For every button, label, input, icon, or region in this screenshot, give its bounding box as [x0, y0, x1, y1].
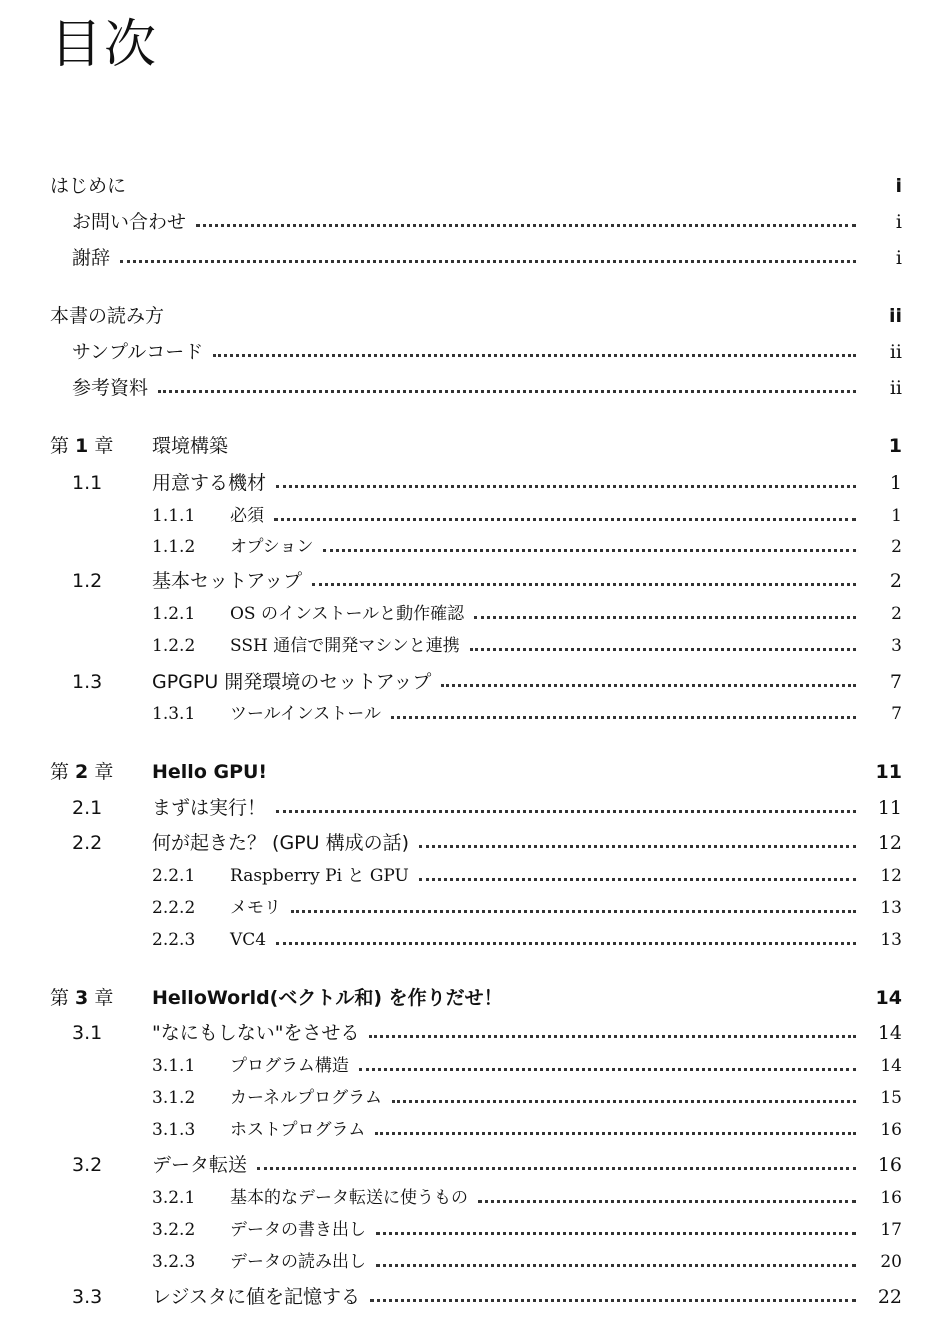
section-entry-title: 何が起きた？ (GPU 構成の話) [152, 832, 409, 854]
front-sub-entry-leader-dots [158, 390, 856, 393]
section-entry-title: 基本セットアップ [152, 570, 303, 592]
section-entry-number: 3.3 [72, 1286, 103, 1308]
section-entry-page: 11 [877, 797, 902, 819]
subsection-entry-page: 14 [880, 1056, 902, 1076]
chapter-entry[interactable] [0, 431, 946, 461]
section-entry-leader-dots [276, 810, 856, 813]
section-entry-leader-dots [441, 684, 856, 687]
front-entry-title: 本書の読み方 [50, 305, 165, 327]
subsection-entry[interactable] [0, 699, 946, 729]
section-entry-leader-dots [276, 485, 856, 488]
subsection-entry-page: 17 [880, 1220, 902, 1240]
section-entry-page: 2 [889, 570, 902, 592]
front-sub-entry-leader-dots [213, 354, 856, 357]
chapter-page: 14 [875, 987, 902, 1009]
chapter-number-digit: 1 [75, 435, 89, 457]
front-sub-entry-title: サンプルコード [72, 341, 204, 363]
subsection-entry-title: 必須 [230, 506, 264, 526]
subsection-entry-title: 基本的なデータ転送に使うもの [230, 1188, 468, 1208]
front-sub-entry-page: i [895, 247, 902, 269]
chapter-number: 第 1 章 [50, 435, 114, 457]
section-entry-leader-dots [369, 1035, 856, 1038]
section-entry-page: 12 [877, 832, 902, 854]
subsection-entry[interactable] [0, 1083, 946, 1113]
subsection-entry-number: 1.2.2 [152, 636, 196, 656]
chapter-number-digit: 2 [75, 761, 89, 783]
front-entry[interactable] [0, 301, 946, 331]
subsection-entry-page: 1 [891, 506, 902, 526]
subsection-entry[interactable] [0, 1115, 946, 1145]
toc-title: 目次 [50, 15, 159, 75]
front-entry-page: i [895, 175, 902, 197]
subsection-entry-title: データの読み出し [230, 1252, 366, 1272]
subsection-entry[interactable] [0, 861, 946, 891]
subsection-entry-number: 1.1.2 [152, 537, 196, 557]
section-entry[interactable] [0, 793, 946, 823]
section-entry-title: "なにもしない"をさせる [152, 1022, 360, 1044]
chapter-entry[interactable] [0, 757, 946, 787]
subsection-entry-page: 13 [880, 898, 902, 918]
subsection-entry-leader-dots [375, 1132, 856, 1135]
subsection-entry-title: OS のインストールと動作確認 [230, 604, 465, 624]
subsection-entry-number: 3.2.3 [152, 1252, 196, 1272]
chapter-number: 第 2 章 [50, 761, 114, 783]
subsection-entry-number: 1.1.1 [152, 506, 196, 526]
chapter-number-digit: 3 [75, 987, 89, 1009]
chapter-page: 1 [888, 435, 902, 457]
section-entry-title: GPGPU 開発環境のセットアップ [152, 671, 432, 693]
section-entry-title: データ転送 [152, 1154, 248, 1176]
front-sub-entry[interactable] [0, 337, 946, 367]
subsection-entry-number: 1.3.1 [152, 704, 196, 724]
subsection-entry-page: 12 [880, 866, 902, 886]
subsection-entry[interactable] [0, 1183, 946, 1213]
section-entry-title: まずは実行！ [152, 797, 267, 819]
chapter-entry[interactable] [0, 983, 946, 1013]
section-entry[interactable] [0, 1282, 946, 1312]
subsection-entry-number: 3.1.2 [152, 1088, 196, 1108]
chapter-page: 11 [875, 761, 902, 783]
front-sub-entry[interactable] [0, 243, 946, 273]
section-entry-page: 16 [877, 1154, 902, 1176]
section-entry-number: 1.2 [72, 570, 103, 592]
subsection-entry-title: データの書き出し [230, 1220, 366, 1240]
section-entry[interactable] [0, 1018, 946, 1048]
chapter-title: Hello GPU! [152, 761, 268, 783]
section-entry[interactable] [0, 566, 946, 596]
subsection-entry-page: 7 [891, 704, 902, 724]
section-entry-page: 1 [889, 472, 902, 494]
section-entry-title: 用意する機材 [152, 472, 267, 494]
subsection-entry[interactable] [0, 893, 946, 923]
front-sub-entry[interactable] [0, 373, 946, 403]
section-entry[interactable] [0, 468, 946, 498]
subsection-entry-number: 3.1.1 [152, 1056, 196, 1076]
subsection-entry-leader-dots [478, 1200, 856, 1203]
front-sub-entry-title: 参考資料 [72, 377, 149, 399]
subsection-entry-title: ツールインストール [230, 704, 381, 724]
section-entry-leader-dots [312, 583, 856, 586]
section-entry-page: 22 [877, 1286, 902, 1308]
section-entry-page: 14 [877, 1022, 902, 1044]
subsection-entry-number: 2.2.1 [152, 866, 196, 886]
subsection-entry-page: 16 [880, 1188, 902, 1208]
section-entry-number: 2.1 [72, 797, 103, 819]
section-entry[interactable] [0, 1150, 946, 1180]
front-sub-entry-page: ii [889, 341, 902, 363]
subsection-entry-leader-dots [470, 648, 856, 651]
subsection-entry[interactable] [0, 599, 946, 629]
subsection-entry-page: 20 [880, 1252, 902, 1272]
subsection-entry[interactable] [0, 925, 946, 955]
front-sub-entry-title: 謝辞 [72, 247, 111, 269]
subsection-entry-page: 3 [891, 636, 902, 656]
subsection-entry-leader-dots [359, 1068, 856, 1071]
subsection-entry-leader-dots [392, 1100, 856, 1103]
section-entry-number: 1.3 [72, 671, 103, 693]
front-sub-entry-page: ii [889, 377, 902, 399]
subsection-entry-title: オプション [230, 537, 314, 557]
front-sub-entry-title: お問い合わせ [72, 211, 187, 233]
subsection-entry-number: 3.1.3 [152, 1120, 196, 1140]
subsection-entry-title: VC4 [230, 930, 267, 950]
section-entry-number: 2.2 [72, 832, 103, 854]
section-entry-number: 3.2 [72, 1154, 103, 1176]
subsection-entry-leader-dots [291, 910, 856, 913]
subsection-entry-leader-dots [323, 549, 856, 552]
subsection-entry-page: 2 [891, 604, 902, 624]
front-sub-entry[interactable] [0, 207, 946, 237]
subsection-entry-leader-dots [376, 1264, 856, 1267]
front-sub-entry-leader-dots [120, 260, 856, 263]
subsection-entry-leader-dots [419, 878, 856, 881]
front-sub-entry-leader-dots [196, 224, 856, 227]
section-entry[interactable] [0, 828, 946, 858]
subsection-entry-number: 2.2.3 [152, 930, 196, 950]
subsection-entry-number: 3.2.1 [152, 1188, 196, 1208]
subsection-entry-leader-dots [276, 942, 856, 945]
subsection-entry-page: 16 [880, 1120, 902, 1140]
section-entry-number: 1.1 [72, 472, 103, 494]
front-entry[interactable] [0, 171, 946, 201]
section-entry-leader-dots [419, 845, 856, 848]
section-entry-leader-dots [257, 1167, 856, 1170]
subsection-entry-title: Raspberry Pi と GPU [230, 866, 409, 886]
subsection-entry[interactable] [0, 1051, 946, 1081]
subsection-entry-title: SSH 通信で開発マシンと連携 [230, 636, 460, 656]
subsection-entry[interactable] [0, 1215, 946, 1245]
subsection-entry-number: 2.2.2 [152, 898, 196, 918]
subsection-entry-leader-dots [274, 518, 856, 521]
subsection-entry-page: 15 [880, 1088, 902, 1108]
subsection-entry-leader-dots [391, 716, 856, 719]
section-entry-title: レジスタに値を記憶する [152, 1286, 360, 1308]
chapter-number: 第 3 章 [50, 987, 114, 1009]
subsection-entry-number: 1.2.1 [152, 604, 196, 624]
chapter-title: HelloWorld(ベクトル和) を作りだせ！ [152, 987, 503, 1009]
subsection-entry-title: メモリ [230, 898, 281, 918]
subsection-entry-title: カーネルプログラム [230, 1088, 382, 1108]
section-entry[interactable] [0, 667, 946, 697]
subsection-entry[interactable] [0, 631, 946, 661]
subsection-entry[interactable] [0, 1247, 946, 1277]
section-entry-page: 7 [889, 671, 902, 693]
chapter-title: 環境構築 [152, 435, 229, 457]
subsection-entry-title: プログラム構造 [230, 1056, 349, 1076]
subsection-entry-title: ホストプログラム [230, 1120, 366, 1140]
front-sub-entry-page: i [895, 211, 902, 233]
section-entry-number: 3.1 [72, 1022, 103, 1044]
subsection-entry-leader-dots [474, 616, 856, 619]
subsection-entry-page: 13 [880, 930, 902, 950]
subsection-entry-leader-dots [376, 1232, 856, 1235]
subsection-entry[interactable] [0, 501, 946, 531]
subsection-entry-page: 2 [891, 537, 902, 557]
front-entry-title: はじめに [50, 175, 127, 197]
front-entry-page: ii [888, 305, 902, 327]
section-entry-leader-dots [370, 1299, 856, 1302]
subsection-entry[interactable] [0, 532, 946, 562]
subsection-entry-number: 3.2.2 [152, 1220, 196, 1240]
